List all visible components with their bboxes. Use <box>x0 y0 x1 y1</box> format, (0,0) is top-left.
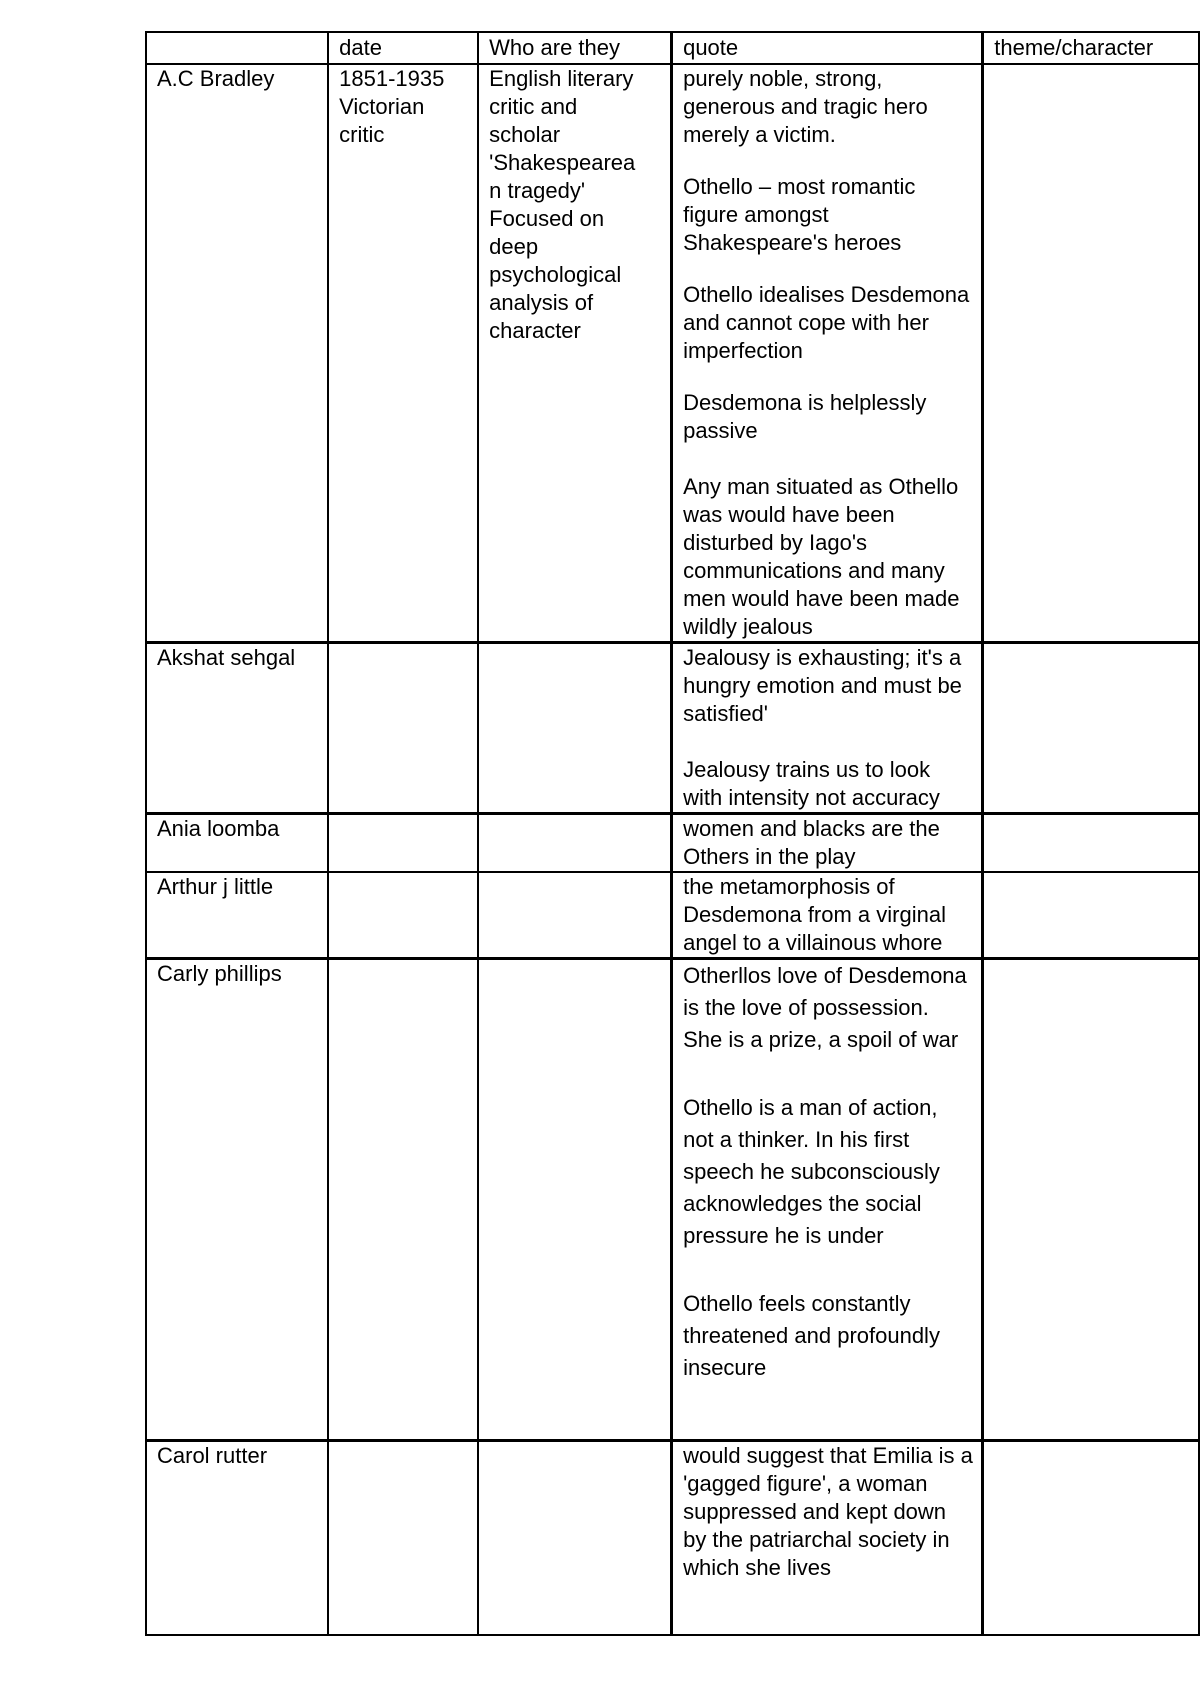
quote-text: Otherllos love of Desdemona is the love of possession. She is a prize, a spoil of war <box>683 963 967 1052</box>
critic-date <box>328 959 478 1441</box>
critic-who <box>478 64 671 643</box>
critic-quotes <box>672 643 983 814</box>
who-line: n tragedy' <box>489 178 586 203</box>
who-line: analysis of <box>489 290 594 315</box>
quote-text: Othello is a man of action, not a thinker. In his first speech he subconsciously acknowledges the social pressure he is under <box>683 1095 940 1248</box>
critic-date <box>328 872 478 959</box>
critic-theme <box>983 814 1199 873</box>
date-line: Victorian <box>339 94 425 119</box>
quote-text: women and blacks are the Others in the play <box>683 816 940 869</box>
quote-text: Othello – most romantic figure amongst Shakespeare's heroes <box>683 174 916 255</box>
quote-text: Othello idealises Desdemona and cannot cope with her imperfection <box>683 282 970 363</box>
who-line: scholar <box>489 122 561 147</box>
critic-name: Arthur j little <box>146 872 328 959</box>
critic-name: A.C Bradley <box>146 64 328 643</box>
who-line: English literary <box>489 66 634 91</box>
who-line: psychological <box>489 262 622 287</box>
critic-date <box>328 643 478 814</box>
critic-date <box>328 814 478 873</box>
critic-quotes <box>672 872 983 959</box>
table-row <box>146 872 1199 959</box>
quote-text: would suggest that Emilia is a 'gagged figure', a woman suppressed and kept down by the patriarchal society in which she lives <box>683 1443 973 1580</box>
critic-who <box>478 814 671 873</box>
critic-quotes <box>672 1441 983 1635</box>
critic-theme <box>983 64 1199 643</box>
critic-name: Carol rutter <box>146 1441 328 1635</box>
critic-date <box>328 64 478 643</box>
table-row <box>146 64 1199 643</box>
who-line: deep <box>489 234 539 259</box>
quote-text: purely noble, strong, generous and tragic hero merely a victim. <box>683 66 928 147</box>
critic-quotes <box>672 64 983 643</box>
critic-theme <box>983 872 1199 959</box>
critic-name: Carly phillips <box>146 959 328 1441</box>
critic-date <box>328 1441 478 1635</box>
table-row <box>146 814 1199 873</box>
critic-who <box>478 643 671 814</box>
table-row <box>146 959 1199 1441</box>
critic-quotes <box>672 959 983 1441</box>
critic-theme <box>983 643 1199 814</box>
who-line: 'Shakespearea <box>489 150 636 175</box>
who-line: critic and <box>489 94 578 119</box>
date-line: 1851-1935 <box>339 66 445 91</box>
critic-quotes <box>672 814 983 873</box>
critics-table <box>145 31 1200 1636</box>
header-theme: theme/character <box>983 32 1199 64</box>
critic-theme <box>983 1441 1199 1635</box>
who-line: Focused on <box>489 206 605 231</box>
critic-name: Akshat sehgal <box>146 643 328 814</box>
critic-who <box>478 1441 671 1635</box>
quote-text: Desdemona is helplessly passive <box>683 390 927 443</box>
quote-text: Othello feels constantly threatened and profoundly insecure <box>683 1291 940 1380</box>
table-row <box>146 1441 1199 1635</box>
header-row <box>146 32 1199 64</box>
date-line: critic <box>339 122 385 147</box>
who-line: character <box>489 318 581 343</box>
critic-name: Ania loomba <box>146 814 328 873</box>
critic-who <box>478 872 671 959</box>
quote-text: Jealousy is exhausting; it's a hungry emotion and must be satisfied' <box>683 645 962 726</box>
header-who: Who are they <box>478 32 671 64</box>
quote-text: Any man situated as Othello was would have been disturbed by Iago's communications and many men would have been made wildly jealous <box>683 474 960 639</box>
quote-text: the metamorphosis of Desdemona from a virginal angel to a villainous whore <box>683 874 946 955</box>
quote-text: Jealousy trains us to look with intensity not accuracy <box>683 757 940 810</box>
header-quote: quote <box>672 32 983 64</box>
table-row <box>146 643 1199 814</box>
header-date: date <box>328 32 478 64</box>
critic-theme <box>983 959 1199 1441</box>
header-name <box>146 32 328 64</box>
critic-who <box>478 959 671 1441</box>
